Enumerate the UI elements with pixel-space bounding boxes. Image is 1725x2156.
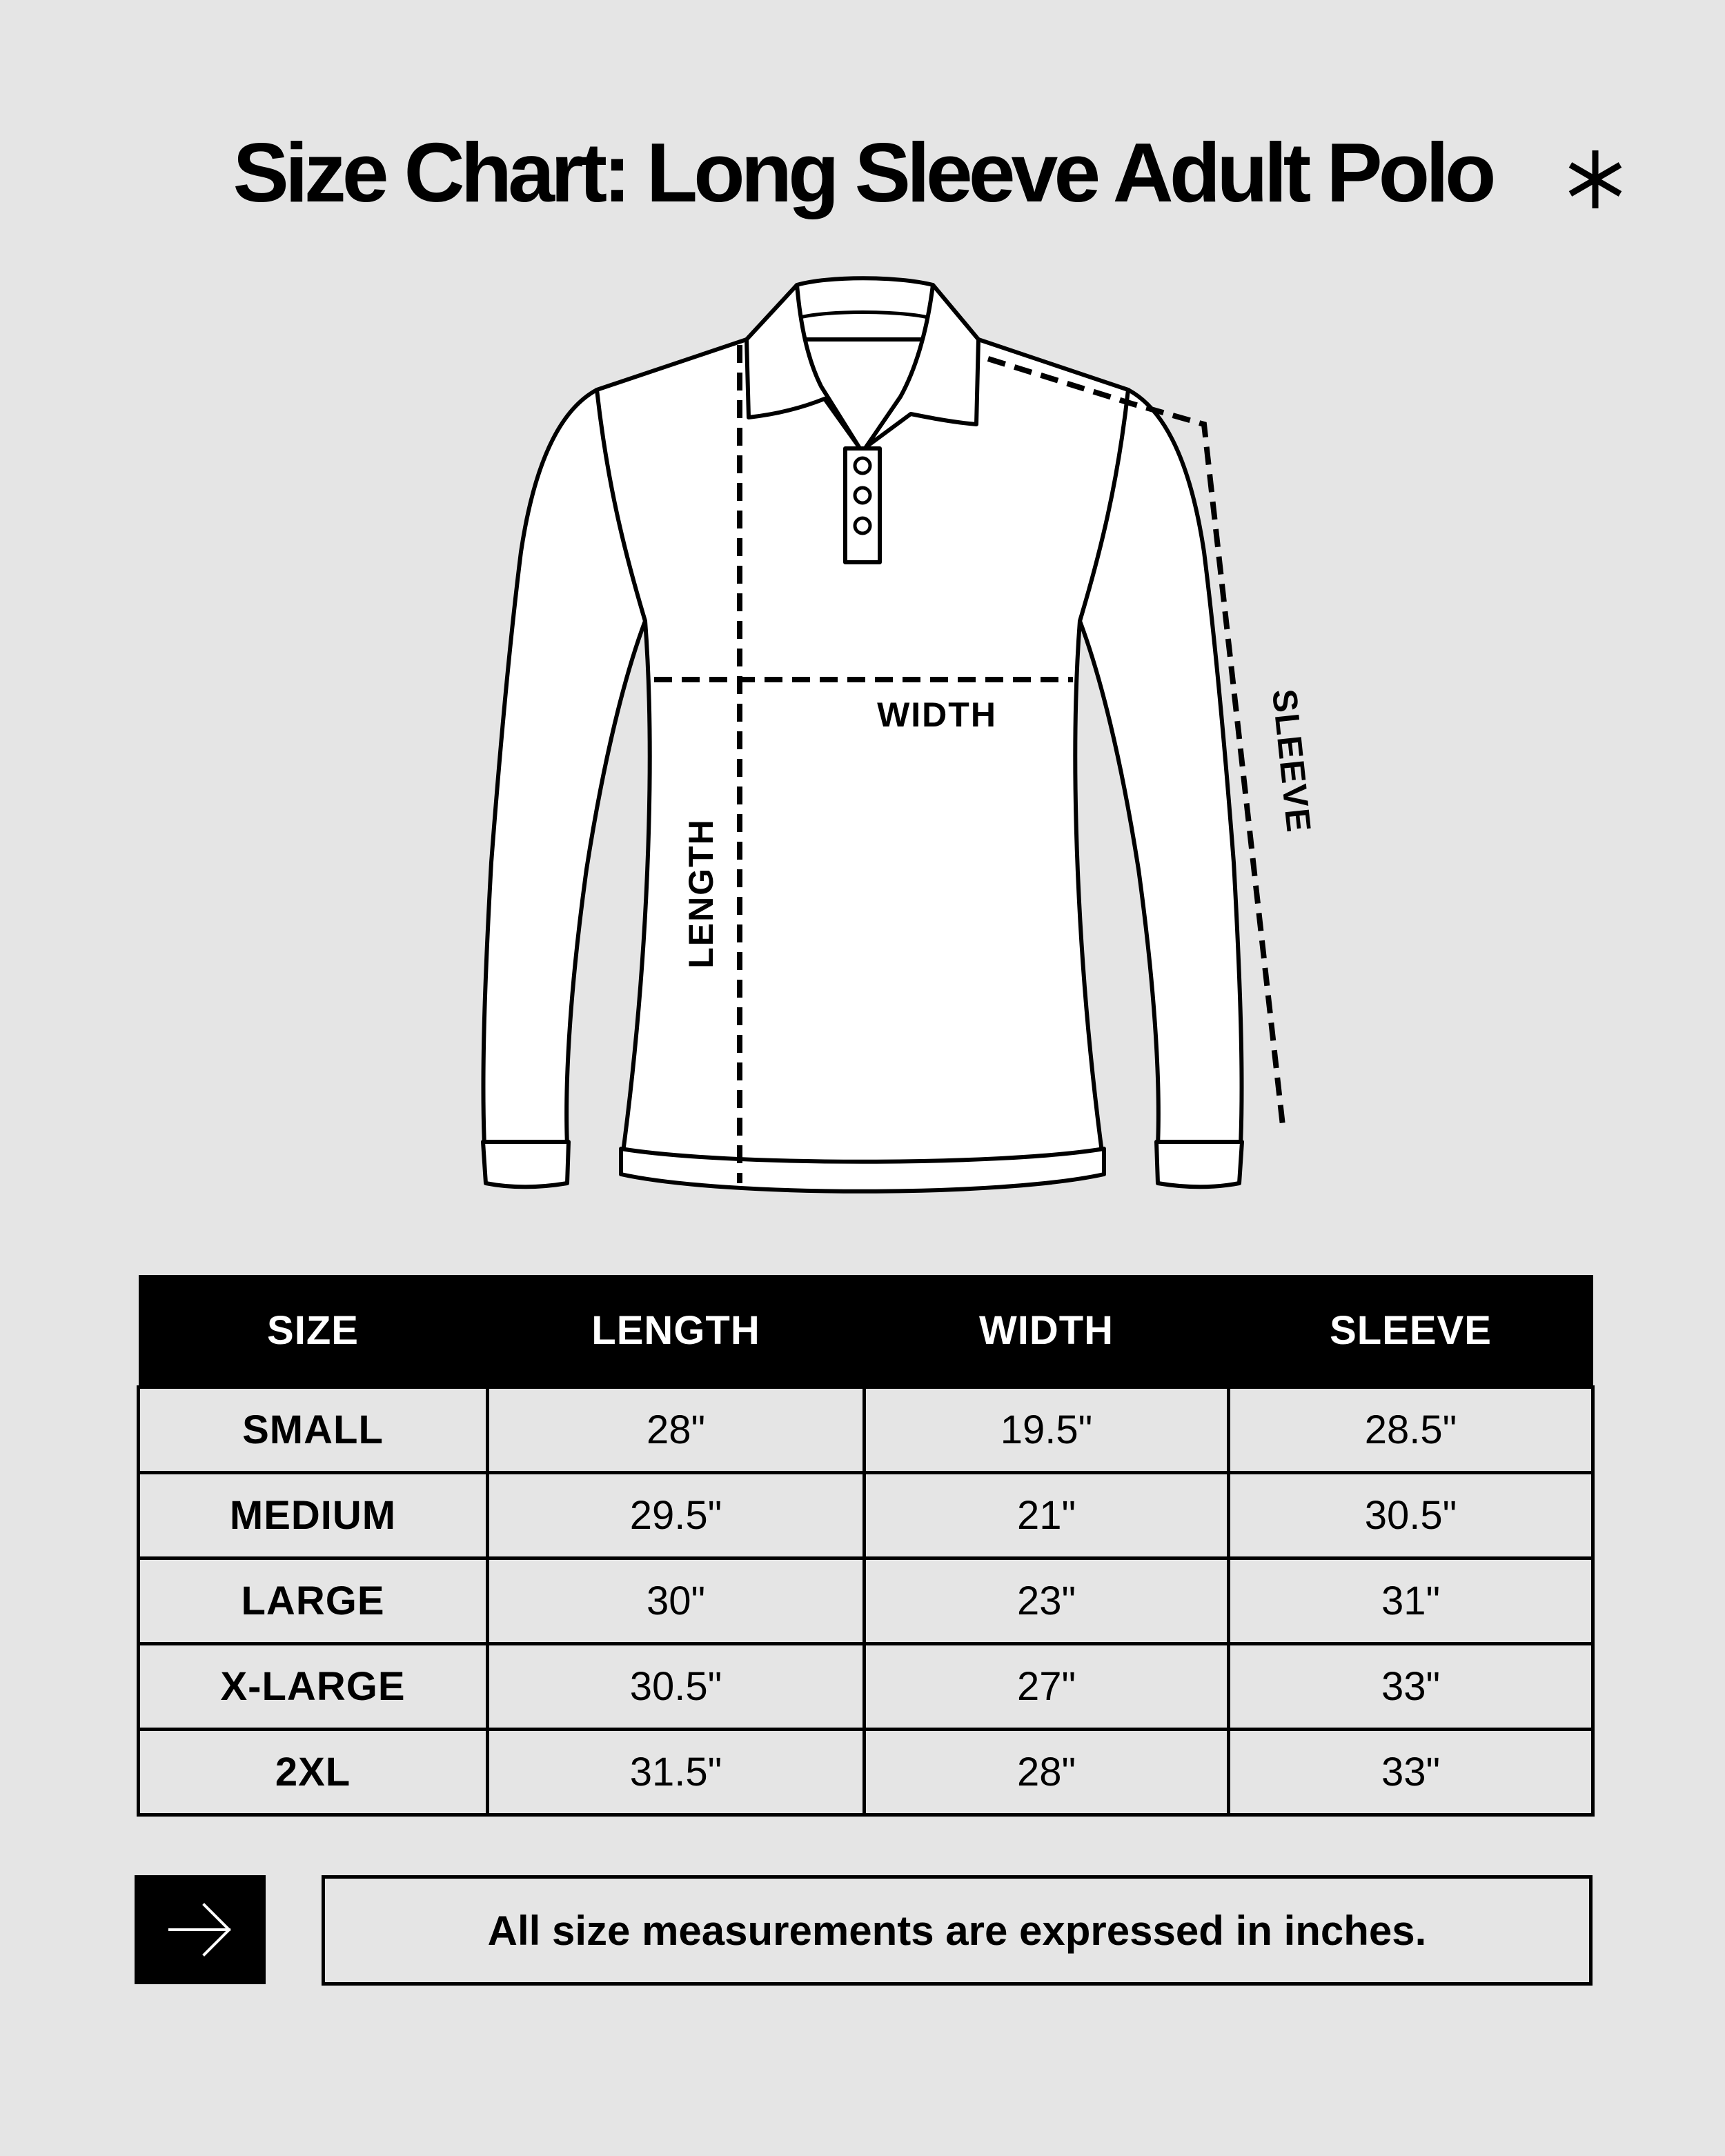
length-label: LENGTH: [682, 818, 720, 969]
size-cell: X-LARGE: [139, 1644, 488, 1730]
table-header-row: [139, 1275, 1593, 1387]
polo-shirt-illustration: [0, 269, 1725, 1214]
length-cell: 28": [488, 1387, 865, 1473]
header-size: SIZE: [139, 1275, 488, 1387]
sleeve-cell: 28.5": [1229, 1387, 1593, 1473]
width-cell: 21": [865, 1473, 1229, 1559]
width-cell: 23": [865, 1559, 1229, 1644]
asterisk-icon: [1561, 145, 1630, 214]
size-table: [137, 1275, 1595, 1817]
width-cell: 28": [865, 1730, 1229, 1815]
table-row: [139, 1559, 1593, 1644]
table-row: [139, 1644, 1593, 1730]
title-row: [0, 117, 1725, 228]
units-note: All size measurements are expressed in inches.: [487, 1907, 1427, 1954]
table-row: [139, 1730, 1593, 1815]
arrow-right-icon: [166, 1895, 235, 1964]
sleeve-label: SLEEVE: [1265, 687, 1319, 835]
table-row: [139, 1387, 1593, 1473]
sleeve-cell: 31": [1229, 1559, 1593, 1644]
size-cell: MEDIUM: [139, 1473, 488, 1559]
sleeve-cell: 33": [1229, 1730, 1593, 1815]
polo-diagram: [0, 269, 1725, 1214]
size-cell: LARGE: [139, 1559, 488, 1644]
length-cell: 31.5": [488, 1730, 865, 1815]
length-cell: 30": [488, 1559, 865, 1644]
size-cell: SMALL: [139, 1387, 488, 1473]
sleeve-cell: 30.5": [1229, 1473, 1593, 1559]
header-length: LENGTH: [488, 1275, 865, 1387]
width-cell: 27": [865, 1644, 1229, 1730]
note-box: [322, 1875, 1593, 1986]
header-sleeve: SLEEVE: [1229, 1275, 1593, 1387]
table-row: [139, 1473, 1593, 1559]
width-label: WIDTH: [877, 695, 997, 734]
size-cell: 2XL: [139, 1730, 488, 1815]
sleeve-cell: 33": [1229, 1644, 1593, 1730]
page-title: Size Chart: Long Sleeve Adult Polo: [233, 126, 1492, 219]
header-width: WIDTH: [865, 1275, 1229, 1387]
arrow-badge: [135, 1875, 266, 1984]
width-cell: 19.5": [865, 1387, 1229, 1473]
length-cell: 29.5": [488, 1473, 865, 1559]
length-cell: 30.5": [488, 1644, 865, 1730]
